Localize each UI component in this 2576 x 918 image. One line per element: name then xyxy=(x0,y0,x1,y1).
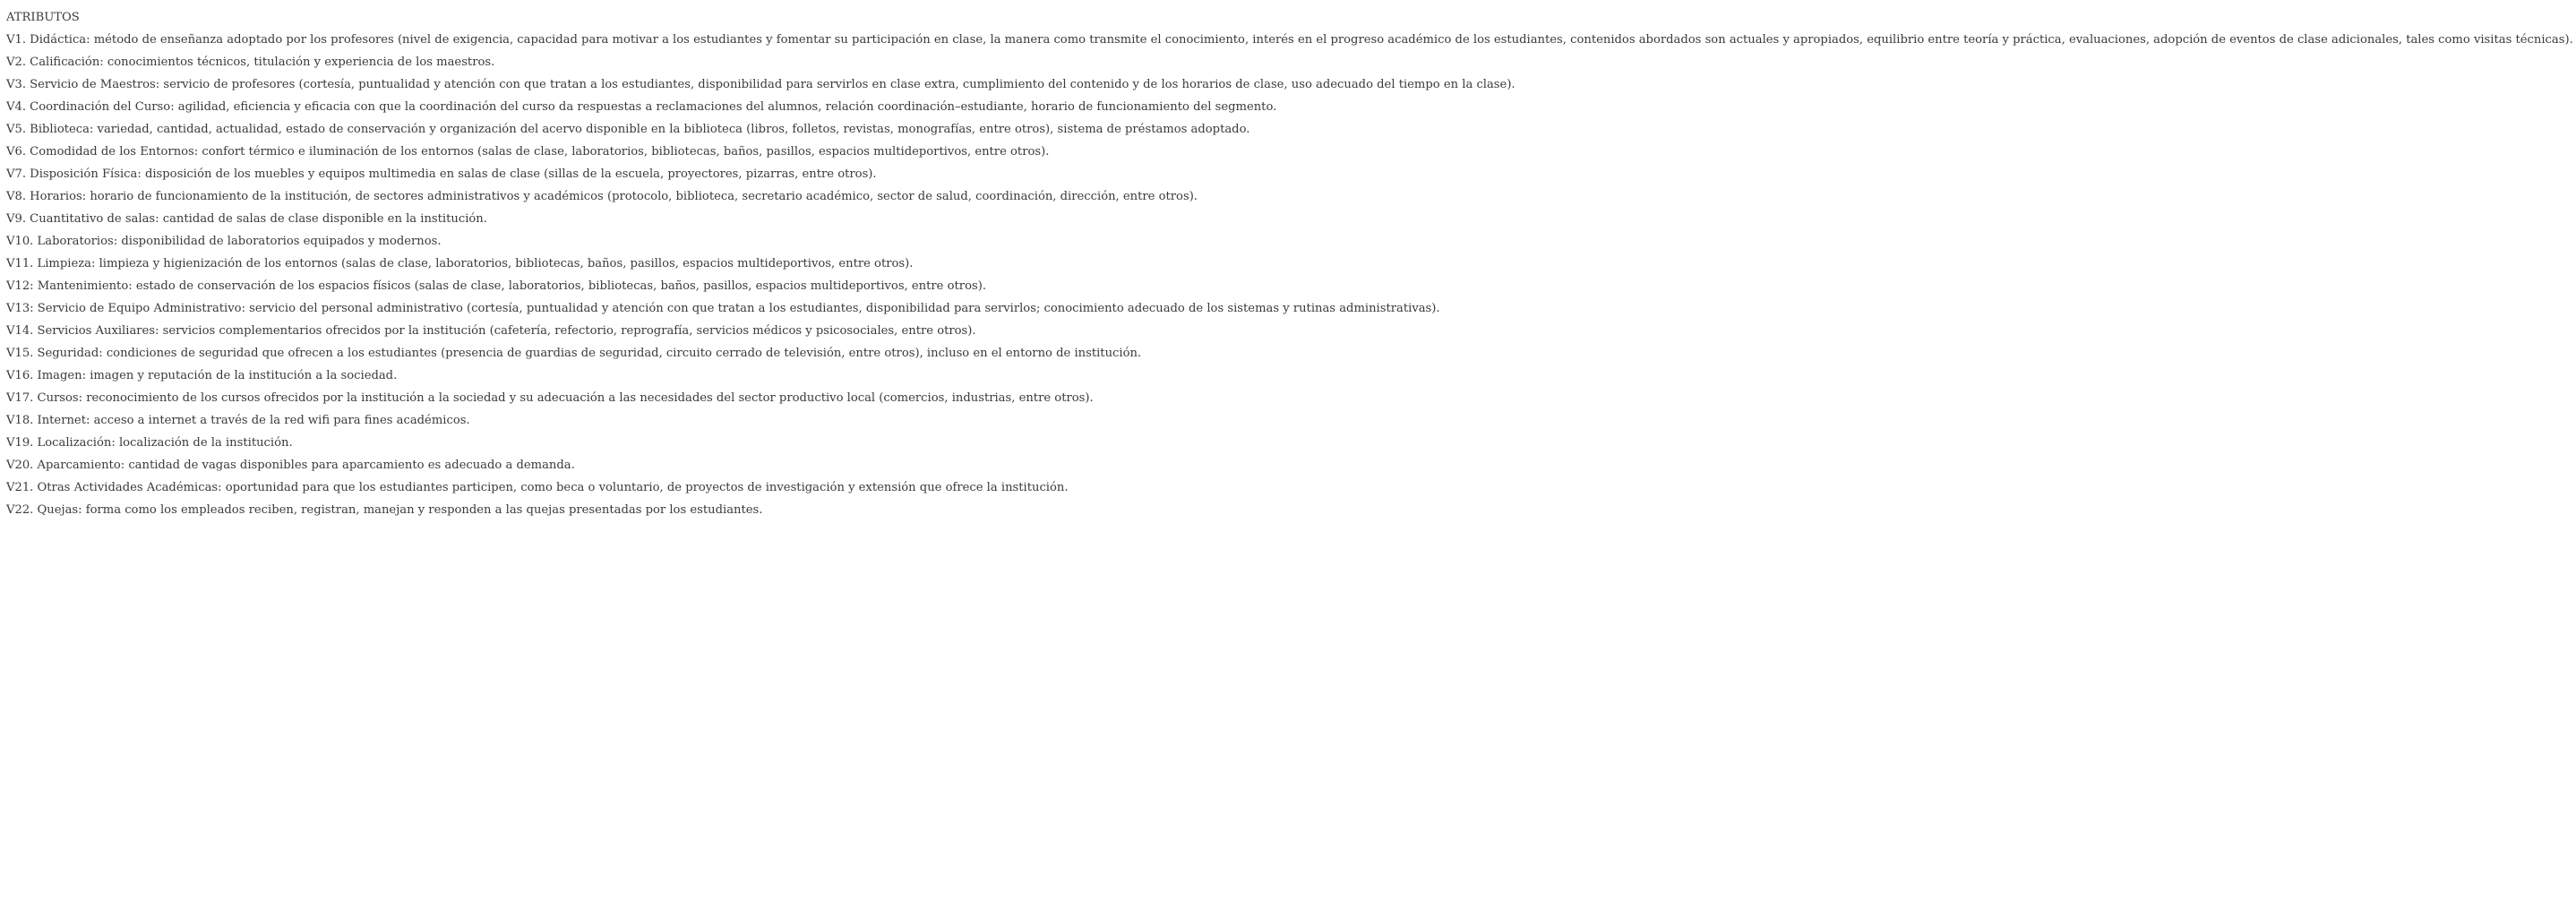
attribute-item-v6: V6. Comodidad de los Entornos: confort térmico e iluminación de los entornos (salas de clase, laboratorios, bibliotecas, baños, pasillos, espacios multideportivos, entre otros). xyxy=(6,145,1050,159)
attribute-item-v14: V14. Servicios Auxiliares: servicios complementarios ofrecidos por la institución (cafetería, refectorio, reprografía, servicios médicos y psicosociales, entre otros). xyxy=(6,324,976,338)
attribute-item-v8: V8. Horarios: horario de funcionamiento de la institución, de sectores administrativos y académicos (protocolo, biblioteca, secretario académico, sector de salud, coordinación, dirección, entre otros). xyxy=(6,190,1198,203)
attribute-item-v17: V17. Cursos: reconocimiento de los cursos ofrecidos por la institución a la sociedad y su adecuación a las necesidades del sector productivo local (comercios, industrias, entre otros). xyxy=(6,391,1094,405)
attribute-item-v21: V21. Otras Actividades Académicas: oportunidad para que los estudiantes participen, como beca o voluntario, de proyectos de investigación y extensión que ofrece la institución. xyxy=(6,481,1069,494)
attributes-document xyxy=(6,6,2573,521)
attribute-item-v19: V19. Localización: localización de la institución. xyxy=(6,436,293,450)
attribute-item-v1: V1. Didáctica: método de enseñanza adoptado por los profesores (nivel de exigencia, capacidad para motivar a los estudiantes y fomentar su participación en clase, la manera como transmite el conocimiento, interés en el progreso académico de los estudiantes, contenidos abordados son actuales y apropiados, equilibrio entre teoría y práctica, evaluaciones, adopción de eventos de clase adicionales, tales como visitas técnicas). xyxy=(6,33,2573,47)
attribute-item-v22: V22. Quejas: forma como los empleados reciben, registran, manejan y responden a las quejas presentadas por los estudiantes. xyxy=(6,503,763,517)
attribute-item-v16: V16. Imagen: imagen y reputación de la institución a la sociedad. xyxy=(6,369,398,382)
attribute-item-v15: V15. Seguridad: condiciones de seguridad que ofrecen a los estudiantes (presencia de guardias de seguridad, circuito cerrado de televisión, entre otros), incluso en el entorno de institución. xyxy=(6,347,1142,360)
attribute-item-v9: V9. Cuantitativo de salas: cantidad de salas de clase disponible en la institución. xyxy=(6,212,487,226)
attribute-item-v5: V5. Biblioteca: variedad, cantidad, actualidad, estado de conservación y organización del acervo disponible en la biblioteca (libros, folletos, revistas, monografías, entre otros), sistema de préstamos adoptado. xyxy=(6,123,1250,136)
attribute-item-v18: V18. Internet: acceso a internet a través de la red wifi para fines académicos. xyxy=(6,414,470,427)
attribute-item-v7: V7. Disposición Física: disposición de los muebles y equipos multimedia en salas de clase (sillas de la escuela, proyectores, pizarras, entre otros). xyxy=(6,167,877,181)
document-heading: ATRIBUTOS xyxy=(6,11,80,24)
attribute-item-v11: V11. Limpieza: limpieza y higienización de los entornos (salas de clase, laboratorios, bibliotecas, baños, pasillos, espacios multideportivos, entre otros). xyxy=(6,257,914,270)
attribute-item-v10: V10. Laboratorios: disponibilidad de laboratorios equipados y modernos. xyxy=(6,235,442,248)
attribute-item-v12: V12: Mantenimiento: estado de conservación de los espacios físicos (salas de clase, laboratorios, bibliotecas, baños, pasillos, espacios multideportivos, entre otros). xyxy=(6,279,987,293)
attribute-item-v2: V2. Calificación: conocimientos técnicos, titulación y experiencia de los maestros. xyxy=(6,56,495,69)
attribute-item-v13: V13: Servicio de Equipo Administrativo: servicio del personal administrativo (cortesía, puntualidad y atención con que tratan a los estudiantes, disponibilidad para servirlos; conocimiento adecuado de los sistemas y rutinas administrativas). xyxy=(6,302,1440,315)
attribute-list xyxy=(6,29,2573,521)
attribute-item-v4: V4. Coordinación del Curso: agilidad, eficiencia y eficacia con que la coordinación del curso da respuestas a reclamaciones del alumnos, relación coordinación–estudiante, horario de funcionamiento del segmento. xyxy=(6,100,1277,114)
attribute-item-v20: V20. Aparcamiento: cantidad de vagas disponibles para aparcamiento es adecuado a demanda. xyxy=(6,459,575,472)
attribute-item-v3: V3. Servicio de Maestros: servicio de profesores (cortesía, puntualidad y atención con que tratan a los estudiantes, disponibilidad para servirlos en clase extra, cumplimiento del contenido y de los horarios de clase, uso adecuado del tiempo en la clase). xyxy=(6,78,1516,91)
